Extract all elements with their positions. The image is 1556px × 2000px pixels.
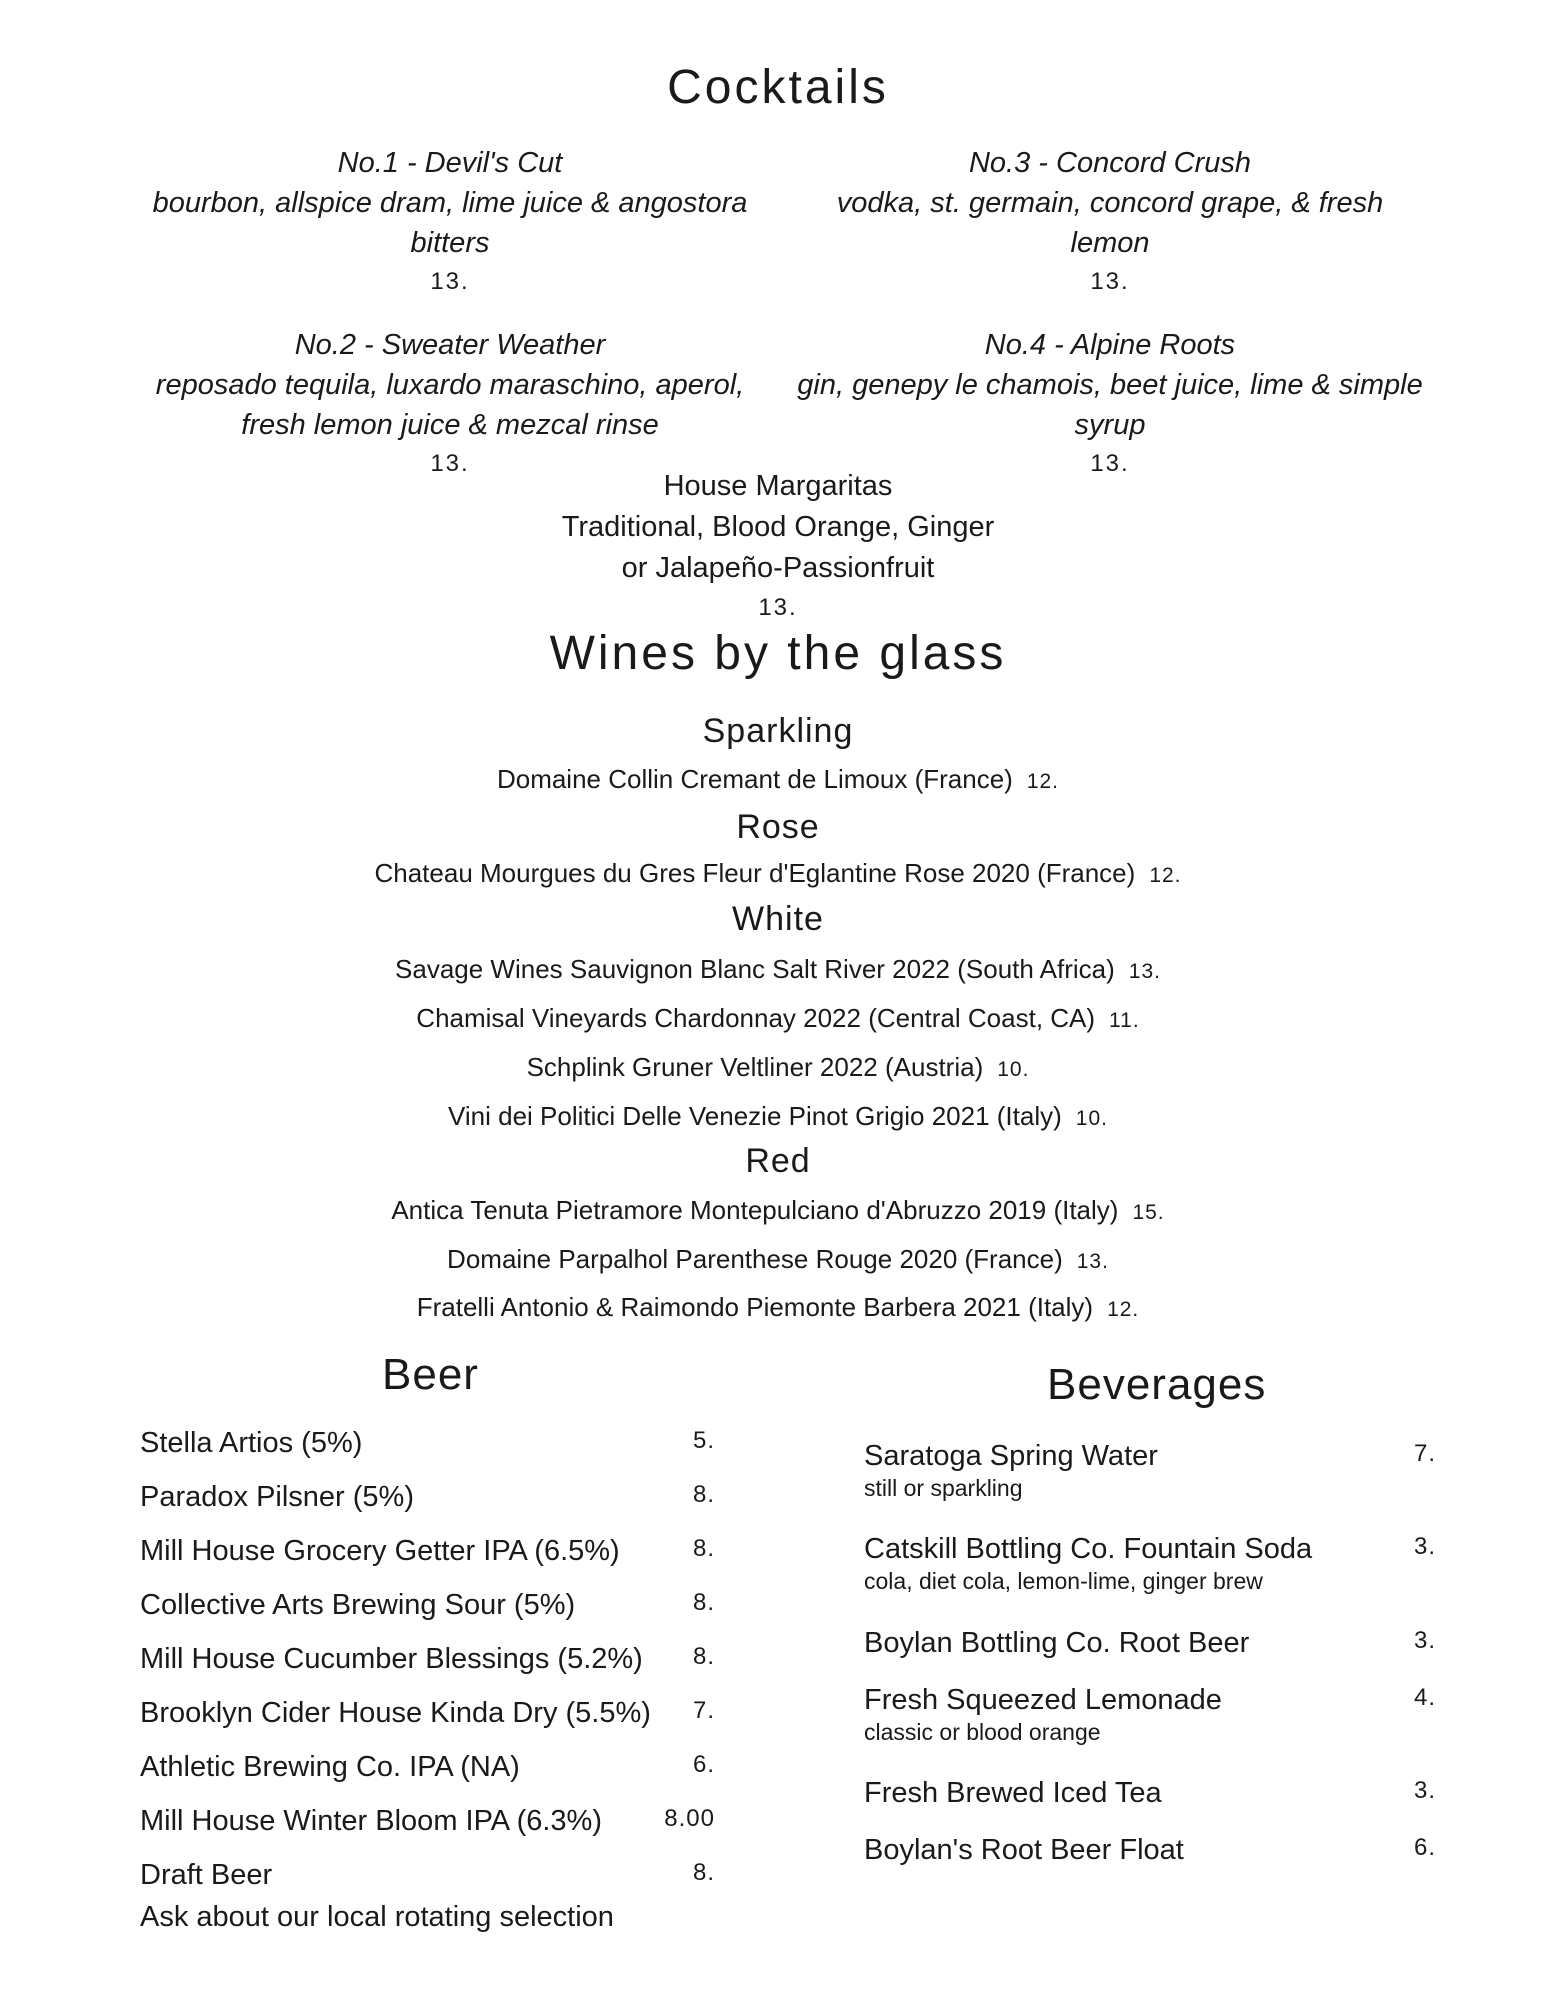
beer-row xyxy=(140,1481,715,1521)
beer-row xyxy=(140,1535,715,1575)
cocktail-desc: gin, genepy le chamois, beet juice, lime & simple xyxy=(797,369,1423,401)
cocktail-item xyxy=(780,325,1440,483)
beer-name: Paradox Pilsner (5%) xyxy=(140,1481,414,1513)
beverage-price: 4. xyxy=(1413,1684,1436,1711)
beverage-price: 6. xyxy=(1413,1834,1436,1861)
wine-price: 15. xyxy=(1132,1201,1165,1224)
cocktail-item xyxy=(120,143,780,301)
beer-price: 7. xyxy=(692,1697,715,1724)
beer-row xyxy=(140,1427,715,1467)
beer-row xyxy=(140,1805,715,1845)
beer-row xyxy=(140,1859,715,1899)
wine-price: 12. xyxy=(1026,770,1060,793)
wine-name: Fratelli Antonio & Raimondo Piemonte Barbera 2021 (Italy) xyxy=(416,1292,1094,1322)
wines-title: Wines by the glass xyxy=(549,627,1007,680)
beer-name: Brooklyn Cider House Kinda Dry (5.5%) xyxy=(140,1697,651,1729)
beer-name: Draft Beer xyxy=(140,1859,273,1891)
beverage-item xyxy=(864,1834,1436,1867)
cocktail-item xyxy=(780,143,1440,301)
cocktail-desc: bitters xyxy=(410,227,490,259)
wine-item xyxy=(0,1244,1556,1275)
beer-price: 5. xyxy=(692,1427,715,1454)
wine-price: 13. xyxy=(1076,1250,1109,1273)
margaritas-desc: or Jalapeño-Passionfruit xyxy=(621,552,935,584)
beverage-price: 3. xyxy=(1413,1777,1436,1804)
wine-category-sparkling: Sparkling xyxy=(702,712,854,750)
cocktail-name: No.4 - Alpine Roots xyxy=(984,329,1236,361)
margaritas-price: 13. xyxy=(758,594,798,621)
beer-price: 8.00 xyxy=(664,1805,715,1832)
cocktail-price: 13. xyxy=(430,268,470,295)
wine-price: 11. xyxy=(1109,1009,1140,1032)
wine-category-white: White xyxy=(732,900,824,938)
beer-row xyxy=(140,1697,715,1737)
beverage-item xyxy=(864,1440,1436,1502)
cocktail-item xyxy=(120,325,780,483)
beverage-item xyxy=(864,1684,1436,1746)
beverage-price: 3. xyxy=(1413,1627,1436,1654)
wine-item xyxy=(0,858,1556,889)
wine-item xyxy=(0,1003,1556,1034)
wine-name: Vini dei Politici Delle Venezie Pinot Grigio 2021 (Italy) xyxy=(448,1101,1062,1131)
wine-category-rose: Rose xyxy=(736,808,820,846)
beer-name: Athletic Brewing Co. IPA (NA) xyxy=(140,1751,520,1783)
cocktail-desc: fresh lemon juice & mezcal rinse xyxy=(241,409,659,441)
wine-name: Domaine Parpalhol Parenthese Rouge 2020 (France) xyxy=(447,1244,1063,1274)
beverage-name: Fresh Brewed Iced Tea xyxy=(864,1777,1162,1809)
beer-name: Stella Artios (5%) xyxy=(140,1427,363,1459)
beverage-desc: still or sparkling xyxy=(864,1475,1023,1501)
beer-name: Mill House Cucumber Blessings (5.2%) xyxy=(140,1643,643,1675)
beverage-name: Boylan Bottling Co. Root Beer xyxy=(864,1627,1250,1659)
cocktail-name: No.1 - Devil's Cut xyxy=(337,147,563,179)
wine-name: Chamisal Vineyards Chardonnay 2022 (Central Coast, CA) xyxy=(416,1003,1096,1033)
beer-price: 8. xyxy=(692,1481,715,1508)
beer-price: 8. xyxy=(692,1859,715,1886)
wine-item xyxy=(0,1052,1556,1083)
wine-price: 12. xyxy=(1149,864,1182,887)
margaritas-desc: Traditional, Blood Orange, Ginger xyxy=(561,511,995,543)
cocktail-desc: vodka, st. germain, concord grape, & fresh xyxy=(836,187,1384,219)
wine-item xyxy=(0,1195,1556,1226)
beer-title: Beer xyxy=(382,1350,479,1399)
cocktail-desc: bourbon, allspice dram, lime juice & angostora xyxy=(152,187,748,219)
beverage-price: 7. xyxy=(1413,1440,1436,1467)
beverage-name: Boylan's Root Beer Float xyxy=(864,1834,1184,1866)
wine-item xyxy=(0,764,1556,795)
beverage-item xyxy=(864,1777,1436,1810)
beer-price: 8. xyxy=(692,1589,715,1616)
beer-price: 8. xyxy=(692,1643,715,1670)
cocktail-price: 13. xyxy=(430,450,470,477)
wine-price: 12. xyxy=(1107,1298,1140,1321)
beverages-title: Beverages xyxy=(1047,1360,1267,1409)
wine-item xyxy=(0,1292,1556,1323)
wine-price: 13. xyxy=(1128,960,1161,983)
wine-name: Schplink Gruner Veltliner 2022 (Austria) xyxy=(526,1052,984,1082)
wine-category-red: Red xyxy=(745,1142,811,1180)
cocktail-desc: reposado tequila, luxardo maraschino, aperol, xyxy=(155,369,745,401)
cocktail-price: 13. xyxy=(1090,450,1130,477)
cocktail-desc: lemon xyxy=(1070,227,1150,259)
beer-note: Ask about our local rotating selection xyxy=(140,1901,614,1933)
wine-name: Savage Wines Sauvignon Blanc Salt River 2022 (South Africa) xyxy=(395,954,1115,984)
beer-name: Collective Arts Brewing Sour (5%) xyxy=(140,1589,576,1621)
beer-name: Mill House Winter Bloom IPA (6.3%) xyxy=(140,1805,602,1837)
beer-row xyxy=(140,1589,715,1629)
cocktail-price: 13. xyxy=(1090,268,1130,295)
beverage-item xyxy=(864,1627,1436,1660)
wine-price: 10. xyxy=(1075,1107,1108,1130)
beverage-desc: classic or blood orange xyxy=(864,1719,1101,1745)
beer-price: 8. xyxy=(692,1535,715,1562)
beverage-name: Saratoga Spring Water xyxy=(864,1440,1158,1472)
beer-row xyxy=(140,1751,715,1791)
house-margaritas xyxy=(478,466,1078,627)
beer-row xyxy=(140,1643,715,1683)
wine-name: Antica Tenuta Pietramore Montepulciano d'Abruzzo 2019 (Italy) xyxy=(391,1195,1119,1225)
wine-item xyxy=(0,1101,1556,1132)
beverage-name: Catskill Bottling Co. Fountain Soda xyxy=(864,1533,1313,1565)
wine-name: Domaine Collin Cremant de Limoux (France) xyxy=(496,764,1013,794)
cocktail-name: No.3 - Concord Crush xyxy=(968,147,1252,179)
wine-item xyxy=(0,954,1556,985)
margaritas-title: House Margaritas xyxy=(663,470,893,502)
beer-name: Mill House Grocery Getter IPA (6.5%) xyxy=(140,1535,620,1567)
beer-price: 6. xyxy=(692,1751,715,1778)
beverage-desc: cola, diet cola, lemon-lime, ginger brew xyxy=(864,1568,1263,1594)
beverage-price: 3. xyxy=(1413,1533,1436,1560)
beverage-name: Fresh Squeezed Lemonade xyxy=(864,1684,1222,1716)
cocktail-desc: syrup xyxy=(1074,409,1146,441)
cocktails-title: Cocktails xyxy=(667,61,889,114)
wine-name: Chateau Mourgues du Gres Fleur d'Eglantine Rose 2020 (France) xyxy=(374,858,1136,888)
beverage-item xyxy=(864,1533,1436,1595)
cocktail-name: No.2 - Sweater Weather xyxy=(294,329,606,361)
wine-price: 10. xyxy=(997,1058,1030,1081)
